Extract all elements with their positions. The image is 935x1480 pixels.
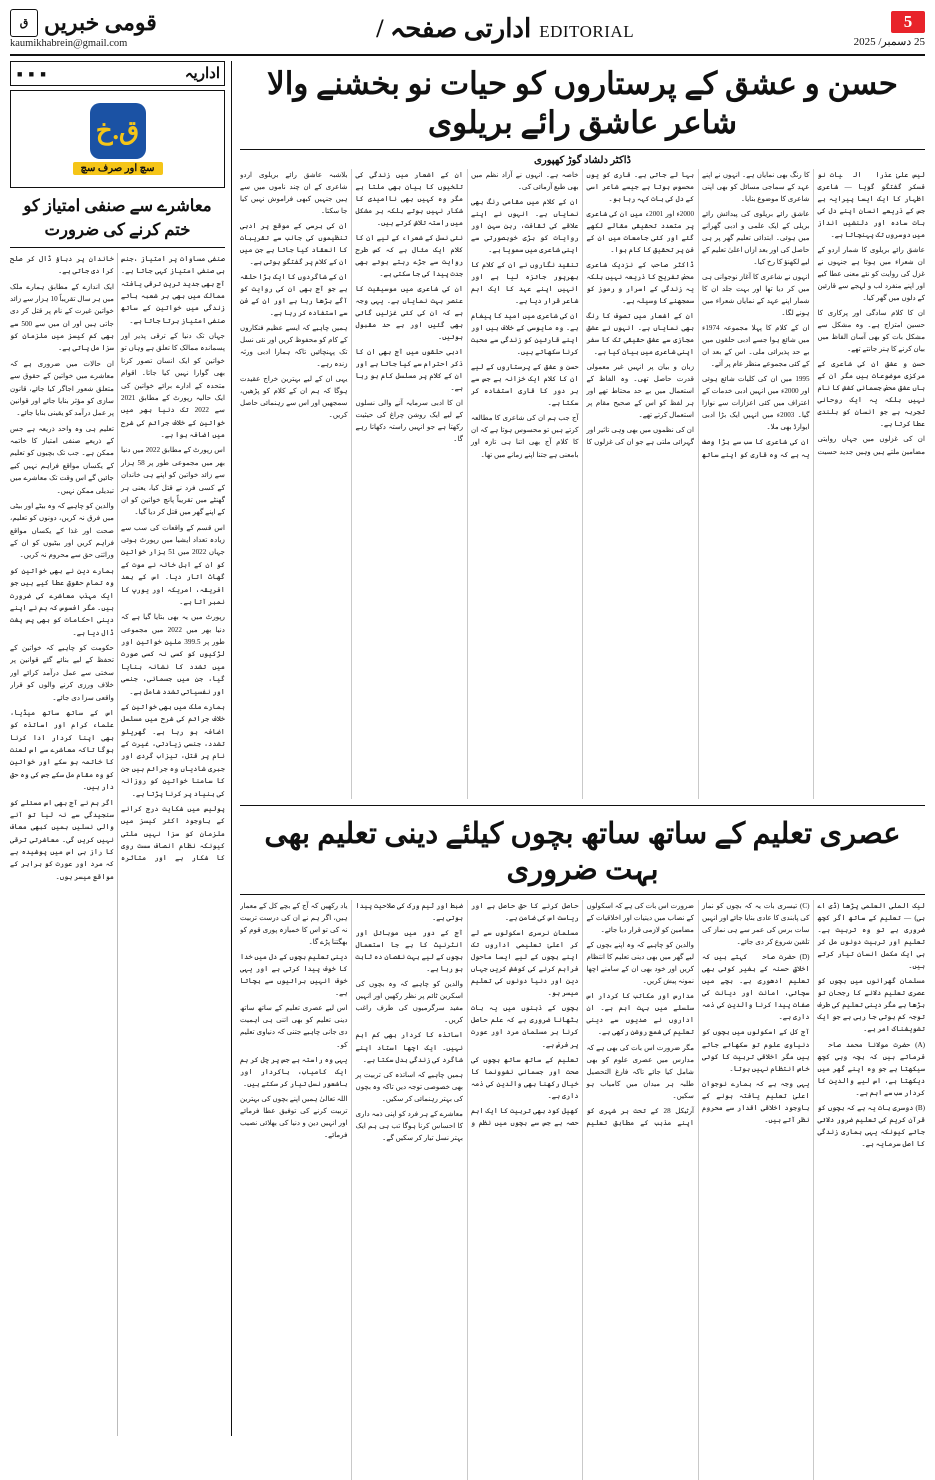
paragraph: ضرورت اس بات کی ہے کہ اسکولوں کے نصاب میں دینیات اور اخلاقیات کے مضامین کو لازمی قرار دیا جائے۔ — [587, 900, 695, 936]
paragraph: 1995 میں ان کی کلیات شائع ہوئی اور 2000ء میں انہیں ادبی خدمات کے اعتراف میں کئی اعزازات سے نوازا گیا۔ 2003ء میں انہیں ایک بڑا ادبی ایوارڈ بھی ملا۔ — [702, 373, 810, 433]
brand-logo-icon: ق — [10, 9, 38, 37]
paragraph: ان کی شاعری کا سب سے بڑا وصف یہ ہے کہ وہ قاری کو اپنے ساتھ بہا لے جاتی ہے۔ قاری کو یوں محسوس ہوتا ہے جیسے شاعر اسی کے دل کی بات کہہ رہا ہو۔ — [587, 169, 810, 461]
editorial-header — [10, 61, 225, 86]
paragraph: اس کے ساتھ ساتھ میڈیا، علماء کرام اور اساتذہ کو بھی اپنا کردار ادا کرنا ہوگا تاکہ معاشرے سے اس لعنت کا خاتمہ ہو سکے اور خواتین کو وہ مقام مل سکے جس کی وہ حق دار ہیں۔ — [10, 707, 114, 794]
paragraph: (A) حضرت مولانا محمد صاحبؒ فرماتے ہیں کہ بچہ وہی کچھ سیکھتا ہے جو وہ اپنے گھر میں دیکھتا ہے، اس لیے والدین کا کردار سب سے اہم ہے۔ — [818, 1039, 926, 1099]
paragraph: معاشرے کے ہر فرد کو اپنی ذمہ داری کا احساس کرنا ہوگا تب ہی ہم ایک بہتر نسل تیار کر سکیں گے۔ — [356, 1108, 464, 1144]
brand-name: قومی خبریں — [44, 10, 157, 36]
paragraph: تنقید نگاروں نے ان کے کلام کا بھرپور جائزہ لیا ہے اور انہیں اپنے عہد کا ایک اہم شاعر قرار دیا ہے۔ — [471, 259, 579, 307]
paragraph: ان کے اشعار میں زندگی کی تلخیوں کا بیان بھی ملتا ہے مگر وہ کہیں بھی ناامیدی کا شکار نہیں ہوتے بلکہ ہر مشکل میں راستہ تلاش کرتے ہیں۔ — [356, 169, 464, 229]
editorial-title: معاشرے سے صنفی امتیاز کو ختم کرنے کی ضرورت — [10, 194, 225, 248]
paragraph: (B) دوسری بات یہ ہے کہ بچوں کو قرآن کریم کی تعلیم ضرور دلائی جائے کیونکہ یہی ہماری زندگی کا اصل سرمایہ ہے۔ — [818, 1102, 926, 1150]
paragraph: زبان و بیان پر انہیں غیر معمولی قدرت حاصل تھی۔ وہ الفاظ کے استعمال میں بے حد محتاط تھے اور ہر لفظ کو اس کے صحیح مقام پر استعمال کرتے تھے۔ — [587, 361, 695, 421]
paragraph: اگر ہم نے آج بھی اس مسئلے کو سنجیدگی سے نہ لیا تو آنے والی نسلیں ہمیں کبھی معاف نہیں کریں گی۔ معاشرتی ترقی کا راز ہی اس میں پوشیدہ ہے کہ مرد اور عورت کو برابر کے مواقع میسر ہوں۔ — [10, 797, 114, 884]
paragraph: جہاں تک دنیا کے ترقی پذیر اور پسماندہ ممالک کا تعلق ہے وہاں تو خواتین کو ایک انسان تصور کرنا بھی گوارا نہیں کیا جاتا۔ اقوام متحدہ کے ادارے برائے خواتین کی ایک حالیہ رپورٹ کے مطابق 2021 سے 2022 تک دنیا بھر میں خواتین کے خلاف جرائم کی شرح میں اضافہ ہوا ہے۔ — [121, 330, 225, 441]
section-title-english: EDITORIAL — [539, 22, 634, 42]
paragraph: صنفی مساوات پر امتیاز ،جنس ہی صنفی امتیاز کہی جاتا ہے۔ آج بھی جدید ترین ترقی یافتہ ممالک میں بھی ہر شعبہ ہائے زندگی میں خواتین کے ساتھ صنفی امتیاز برتا جاتا ہے۔ — [121, 253, 225, 327]
paragraph: اللہ تعالیٰ ہمیں اپنے بچوں کی بہترین تربیت کرنے کی توفیق عطا فرمائے اور انہیں دین و دنیا کی بھلائی نصیب فرمائے۔ — [240, 1093, 348, 1141]
paragraph: عاشق رائے بریلوی کا شمار اردو کے ان شعراء میں ہوتا ہے جنہوں نے غزل کی روایت کو نئے معنی عطا کیے اور اپنے منفرد لب و لہجے سے قارئین کے دلوں میں گھر کیا۔ — [818, 244, 926, 304]
paragraph: مسلمان نرسری اسکولوں سے لے کر اعلیٰ تعلیمی اداروں تک اپنے بچوں کے لیے ایسا ماحول فراہم کرنے کی کوشش کریں جہاں دین اور دنیا دونوں کی تعلیم میسر ہو۔ — [471, 927, 579, 999]
masthead — [10, 6, 925, 56]
paragraph: ان کا ادبی سرمایہ آنے والی نسلوں کے لیے ایک روشن چراغ کی حیثیت رکھتا ہے جو انہیں راستہ دکھاتا رہے گا۔ — [356, 397, 464, 445]
article-secondary — [240, 812, 925, 1480]
paragraph: بلاشبہ عاشق رائے بریلوی اردو شاعری کے ان چند ناموں میں سے ہیں جنہیں کبھی فراموش نہیں کیا جا سکتا۔ — [240, 169, 348, 217]
paragraph: ہمارے دین نے بھی خواتین کو وہ تمام حقوق عطا کیے ہیں جو ایک مہذب معاشرے کی ضرورت ہیں۔ مگر افسوس کہ ہم نے اپنے دینی احکامات کو بھی پس پشت ڈال دیا ہے۔ — [10, 565, 114, 639]
paragraph: مگر ضرورت اس بات کی بھی ہے کہ مدارس میں عصری علوم کو بھی شامل کیا جائے تاکہ فارغ التحصیل طلبہ ہر میدان میں کامیاب ہو سکیں۔ — [587, 1042, 695, 1102]
paragraph: پولیس میں شکایت درج کرانے کے باوجود اکثر کیسز میں ملزمان کو سزا نہیں ملتی کیونکہ نظام انصاف سست روی کا شکار ہے اور متاثرہ خاندان پر دباؤ ڈال کر صلح کرا دی جاتی ہے۔ — [10, 253, 225, 883]
section-title-urdu: ادارتی صفحہ / — [376, 14, 531, 44]
paragraph: یہی وجہ ہے کہ ہمارے نوجوان اعلیٰ تعلیم یافتہ ہونے کے باوجود اخلاقی اقدار سے محروم نظر آتے ہیں۔ — [702, 1078, 810, 1126]
paragraph: آرٹیکل 28 کے تحت ہر شہری کو اپنے مذہب کے مطابق تعلیم حاصل کرنے کا حق حاصل ہے اور ریاست اس کی ضامن ہے۔ — [471, 900, 694, 1150]
paragraph: (D) حضرت صاحبؒ کہتے ہیں کہ اخلاقِ حسنہ کے بغیر کوئی بھی تعلیم ادھوری ہے۔ بچے میں سچائی، امانت اور دیانت کی صفات پیدا کرنا والدین کی ذمہ داری ہے۔ — [702, 951, 810, 1023]
editorial-rail — [10, 61, 232, 1436]
paragraph: دینی تعلیم بچوں کے دل میں خدا کا خوف پیدا کرتی ہے اور یہی خوف انہیں برائیوں سے بچاتا ہے۔ — [240, 951, 348, 999]
paragraph: عاشق رائے بریلوی کی پیدائش رائے بریلی کے ایک علمی و ادبی گھرانے میں ہوئی۔ ابتدائی تعلیم گھر پر ہی حاصل کی اور بعد ازاں اعلیٰ تعلیم کے لیے لکھنؤ کا رخ کیا۔ — [702, 208, 810, 268]
paragraph: ایک اندازے کے مطابق ہمارے ملک میں ہر سال تقریباً 10 ہزار سے زائد خواتین غیرت کے نام پر قتل کر دی جاتی ہیں اور ان میں سے 500 سے بھی کم کیسز میں ملزمان کو سزا مل پاتی ہے۔ — [10, 281, 114, 355]
paragraph: ان کے اشعار میں تصوف کا رنگ بھی نمایاں ہے۔ انہوں نے عشق مجازی سے عشق حقیقی تک کا سفر اپنی شاعری میں بیان کیا ہے۔ — [587, 310, 695, 358]
paragraph: نئی نسل کے شعراء کے لیے ان کا کلام ایک مثال ہے کہ کس طرح روایت سے جڑے رہتے ہوئے بھی جدت پیدا کی جا سکتی ہے۔ — [356, 232, 464, 280]
paragraph: (C) تیسری بات یہ کہ بچوں کو نماز کی پابندی کا عادی بنایا جائے اور انہیں سات برس کی عمر سے ہی نماز کی تلقین شروع کر دی جائے۔ — [702, 900, 810, 948]
paragraph: یاد رکھیں کہ آج کے بچے کل کے معمار ہیں، اگر ہم نے ان کی درست تربیت نہ کی تو اس کا خمیازہ پوری قوم کو بھگتنا پڑے گا۔ — [240, 900, 348, 948]
paragraph: تعلیم کے ساتھ ساتھ بچوں کی صحت اور جسمانی نشوونما کا خیال رکھنا بھی والدین کی ذمہ داری ہے۔ — [471, 1054, 579, 1102]
paragraph: بچوں کے ذہنوں میں یہ بات بٹھانا ضروری ہے کہ علم حاصل کرنا ہر مسلمان مرد اور عورت پر فرض ہے۔ — [471, 1002, 579, 1050]
article-1-headline: حسن و عشق کے پرستاروں کو حیات نو بخشنے والا شاعر عاشق رائے بریلوی — [240, 61, 925, 150]
publication-date: 25 دسمبر/ 2025 — [854, 35, 925, 48]
page-content — [10, 61, 925, 1436]
paragraph: ان کے شاگردوں کا ایک بڑا حلقہ ہے جو آج بھی ان کی روایت کو آگے بڑھا رہا ہے اور ان کے فن سے استفادہ کر رہا ہے۔ — [240, 271, 348, 319]
paragraph: تعلیم ہی وہ واحد ذریعہ ہے جس کے ذریعے صنفی امتیاز کا خاتمہ ممکن ہے۔ جب تک بچیوں کو تعلیم کے یکساں مواقع فراہم نہیں کیے جائیں گے اس وقت تک معاشرے میں تبدیلی ممکن نہیں۔ — [10, 423, 114, 497]
paragraph: مدارس اور مکاتب کا کردار اس سلسلے میں بہت اہم ہے۔ ان اداروں نے صدیوں سے دینی تعلیم کی شمع روشن رکھی ہے۔ — [587, 990, 695, 1038]
paragraph: حکومت کو چاہیے کہ خواتین کے تحفظ کے لیے بنائے گئے قوانین پر سختی سے عمل درآمد کرائے اور خلاف ورزی کرنے والوں کو قرار واقعی سزا دی جائے۔ — [10, 642, 114, 704]
paragraph: ان کا کلام سادگی اور پرکاری کا حسین امتزاج ہے۔ وہ مشکل سے مشکل بات کو بھی آسان الفاظ میں بیان کرنے کا ہنر جانتے تھے۔ — [818, 307, 926, 355]
paragraph: یہی ان کے لیے بہترین خراج عقیدت ہوگا کہ ہم ان کے کلام کو پڑھیں، سمجھیں اور اس سے رہنمائی حاصل کریں۔ — [240, 373, 348, 421]
editorial-label: اداریہ — [185, 64, 220, 83]
paragraph: ڈاکٹر صاحب کے نزدیک شاعری محض تفریح کا ذریعہ نہیں بلکہ یہ زندگی کے اسرار و رموز کو سمجھنے کا وسیلہ ہے۔ — [587, 259, 695, 307]
paragraph: ان کی شاعری میں امید کا پیغام ہے۔ وہ مایوسی کے خلاف ہیں اور اپنے قارئین کو زندگی سے محبت کرنا سکھاتے ہیں۔ — [471, 310, 579, 358]
paragraph: والدین کو چاہیے کہ وہ بیٹے اور بیٹی میں فرق نہ کریں، دونوں کو تعلیم، صحت اور غذا کے یکساں مواقع فراہم کریں اور بیٹیوں کو ان کے وراثتی حق سے محروم نہ کریں۔ — [10, 500, 114, 562]
brand — [10, 9, 157, 49]
paragraph: لیک الملی العلمی پڑھا (ڈی اے بی) — تعلیم کے ساتھ اگر کچھ ضروری ہے تو وہ تربیت ہے۔ تعلیم اور تربیت دونوں مل کر ہی ایک مکمل انسان تیار کرتے ہیں۔ — [818, 900, 926, 972]
paragraph: ان کی شاعری میں موسیقیت کا عنصر بہت نمایاں ہے۔ یہی وجہ ہے کہ ان کی کئی غزلیں گائی بھی گئیں اور بے حد مقبول ہوئیں۔ — [356, 283, 464, 343]
decorative-dots: ■ ■ ■ — [17, 69, 48, 79]
paragraph: والدین کو چاہیے کہ وہ اپنے بچوں کے لیے گھر میں بھی دینی تعلیم کا انتظام کریں اور خود بھی ان کے سامنے اچھا نمونہ پیش کریں۔ — [587, 939, 695, 987]
brand-email: kaumikhabrein@gmail.com — [10, 38, 127, 49]
paragraph: ہمارے ملک میں بھی خواتین کے خلاف جرائم کی شرح میں مسلسل اضافہ ہو رہا ہے۔ گھریلو تشدد، جنسی زیادتی، غیرت کے نام پر قتل، تیزاب گردی اور جبری شادیاں وہ جرائم ہیں جن کا سامنا خواتین کو روزانہ کی بنیاد پر کرنا پڑتا ہے۔ — [121, 701, 225, 800]
paragraph: 2000ء اور 2001ء میں ان کی شاعری پر متعدد تحقیقی مقالے لکھے گئے اور کئی جامعات میں ان کے فن پر تحقیق کا کام ہوا۔ — [587, 208, 695, 256]
paragraph: آج جب ہم ان کی شاعری کا مطالعہ کرتے ہیں تو محسوس ہوتا ہے کہ ان کا کلام آج بھی اتنا ہی تازہ اور بامعنی ہے جتنا اپنے زمانے میں تھا۔ — [471, 412, 579, 460]
paragraph: حسن و عشق ان کی شاعری کے مرکزی موضوعات ہیں مگر ان کے ہاں عشق محض جسمانی کشش کا نام نہیں بلکہ یہ ایک روحانی تجربہ ہے جو انسان کو بلندی عطا کرتا ہے۔ — [818, 358, 926, 430]
paragraph: اس قسم کے واقعات کی سب سے زیادہ تعداد ایشیا میں رپورٹ ہوئی جہاں 2022 میں 51 ہزار خواتین کو ان کے اہل خانہ نے موت کے گھاٹ اتار دیا۔ اس کے بعد افریقہ، امریکہ اور یورپ کا نمبر آتا ہے۔ — [121, 522, 225, 609]
paragraph: ان حالات میں ضروری ہے کہ معاشرے میں خواتین کے حقوق سے متعلق شعور اجاگر کیا جائے، قانون سازی کو مؤثر بنایا جائے اور قوانین پر عمل درآمد کو یقینی بنایا جائے۔ — [10, 358, 114, 420]
paragraph: ہمیں چاہیے کہ ایسے عظیم فنکاروں کے کام کو محفوظ کریں اور نئی نسل تک پہنچائیں تاکہ ہمارا ادبی ورثہ زندہ رہے۔ — [240, 322, 348, 370]
paragraph: اس لیے عصری تعلیم کے ساتھ ساتھ دینی تعلیم کو بھی اتنی ہی اہمیت دی جانی چاہیے جتنی کہ دنیاوی تعلیم کو۔ — [240, 1002, 348, 1050]
logo-mark-icon: ق.خ — [90, 103, 146, 159]
paragraph: ان کی غزلوں میں جہاں روایتی مضامین ملتے ہیں وہیں جدید حسیت کا رنگ بھی نمایاں ہے۔ انہوں نے اپنے عہد کے سماجی مسائل کو بھی اپنی شاعری کا موضوع بنایا۔ — [702, 169, 925, 461]
logo-tagline: سچ اور صرف سچ — [73, 162, 163, 175]
publication-logo — [10, 90, 225, 188]
paragraph: ان کی برسی کے موقع پر ادبی تنظیموں کی جانب سے تقریبات کا انعقاد کیا جاتا ہے جن میں ان کے کلام پر گفتگو ہوتی ہے۔ — [240, 220, 348, 268]
editorial-body — [10, 253, 225, 1436]
paragraph: کھیل کود بھی تربیت کا ایک اہم حصہ ہے جس سے بچوں میں نظم و ضبط اور ٹیم ورک کی صلاحیت پیدا ہوتی ہے۔ — [356, 900, 579, 1150]
paragraph: آج کل کے اسکولوں میں بچوں کو دنیاوی علوم تو سکھائے جاتے ہیں مگر اخلاقی تربیت کا کوئی خاص انتظام نہیں ہوتا۔ — [702, 1026, 810, 1074]
paragraph: ہمیں چاہیے کہ اساتذہ کی تربیت پر بھی خصوصی توجہ دیں تاکہ وہ بچوں کی بہتر رہنمائی کر سکیں۔ — [356, 1069, 464, 1105]
paragraph: والدین کو چاہیے کہ وہ بچوں کی اسکرین ٹائم پر نظر رکھیں اور انہیں مفید سرگرمیوں کی طرف راغب کریں۔ — [356, 978, 464, 1026]
page-meta — [854, 11, 925, 48]
paragraph: لیس علیٰ عذرا ۖ المۡیات نو فسکر گفتگو گویا — شاعری اظہار کا ایک ایسا پیرایہ ہے جس کے ذریعے انسان اپنے دل کی بات سادہ اور دلنشیں انداز میں دوسروں تک پہنچاتا ہے۔ — [818, 169, 926, 241]
paragraph: اس رپورٹ کے مطابق 2022 میں دنیا بھر میں مجموعی طور پر 58 ہزار سے زائد خواتین کو اپنے ہی خاندان کے کسی فرد نے قتل کیا، یعنی ہر گھنٹے میں تقریباً پانچ خواتین کو ان کے اپنے گھر میں قتل کر دیا گیا۔ — [121, 444, 225, 518]
paragraph: مسلمان گھرانوں میں بچوں کو عصری تعلیم دلانے کا رجحان تو بڑھا ہے مگر دینی تعلیم کی طرف توجہ کم ہوتی جا رہی ہے جو ایک تشویشناک امر ہے۔ — [818, 975, 926, 1035]
paragraph: اساتذہ کا کردار بھی کم اہم نہیں۔ ایک اچھا استاد اپنے شاگرد کی زندگی بدل سکتا ہے۔ — [356, 1029, 464, 1065]
paragraph: انہوں نے شاعری کا آغاز نوجوانی ہی میں کر دیا تھا اور بہت جلد ان کا شمار اپنے عہد کے نمایاں شعراء میں ہونے لگا۔ — [702, 271, 810, 319]
paragraph: حسن و عشق کے پرستاروں کے لیے ان کا کلام ایک خزانہ ہے جس سے ہر دور کا قاری استفادہ کر سکتا ہے۔ — [471, 361, 579, 409]
articles-zone — [238, 61, 925, 1436]
paragraph: ان کے کلام میں مقامی رنگ بھی نمایاں ہے۔ انہوں نے اپنے علاقے کی ثقافت، رہن سہن اور روایات کو بڑی خوبصورتی سے اپنی شاعری میں سمویا ہے۔ — [471, 196, 579, 256]
paragraph: ان کی نظموں میں بھی وہی تاثیر اور گہرائی ملتی ہے جو ان کی غزلوں کا خاصہ ہے۔ انہوں نے آزاد نظم میں بھی طبع آزمائی کی۔ — [471, 169, 694, 461]
section-title — [376, 14, 634, 44]
article-1-body — [240, 169, 925, 799]
paragraph: ادبی حلقوں میں آج بھی ان کا ذکر احترام سے کیا جاتا ہے اور ان کے کلام پر مسلسل کام ہو رہا ہے۔ — [356, 346, 464, 394]
article-2-headline: عصری تعلیم کے ساتھ ساتھ بچوں کیلئے دینی تعلیم بھی بہت ضروری — [240, 812, 925, 896]
article-main — [240, 61, 925, 806]
paragraph: ان کے کلام کا پہلا مجموعہ 1974ء میں شائع ہوا جسے ادبی حلقوں میں بے حد پذیرائی ملی۔ اس کے بعد ان کے کئی مجموعے منظر عام پر آئے۔ — [702, 322, 810, 370]
article-1-byline: ڈاکٹر دلشاد گوڑ کھپوری — [240, 155, 925, 166]
paragraph: یہی وہ راستہ ہے جس پر چل کر ہم ایک کامیاب، باکردار اور باشعور نسل تیار کر سکتے ہیں۔ — [240, 1054, 348, 1090]
article-2-body — [240, 900, 925, 1480]
paragraph: رپورٹ میں یہ بھی بتایا گیا ہے کہ دنیا بھر میں 2022 میں مجموعی طور پر 399.5 ملین خواتین اور لڑکیوں کو کسی نہ کسی صورت میں تشدد کا نشانہ بنایا گیا، جن میں جسمانی، جنسی اور نفسیاتی تشدد شامل ہے۔ — [121, 611, 225, 698]
page-number-badge: 5 — [891, 11, 925, 33]
paragraph: آج کے دور میں موبائل اور انٹرنیٹ کا بے جا استعمال بچوں کے لیے بہت نقصان دہ ثابت ہو رہا ہے۔ — [356, 927, 464, 975]
